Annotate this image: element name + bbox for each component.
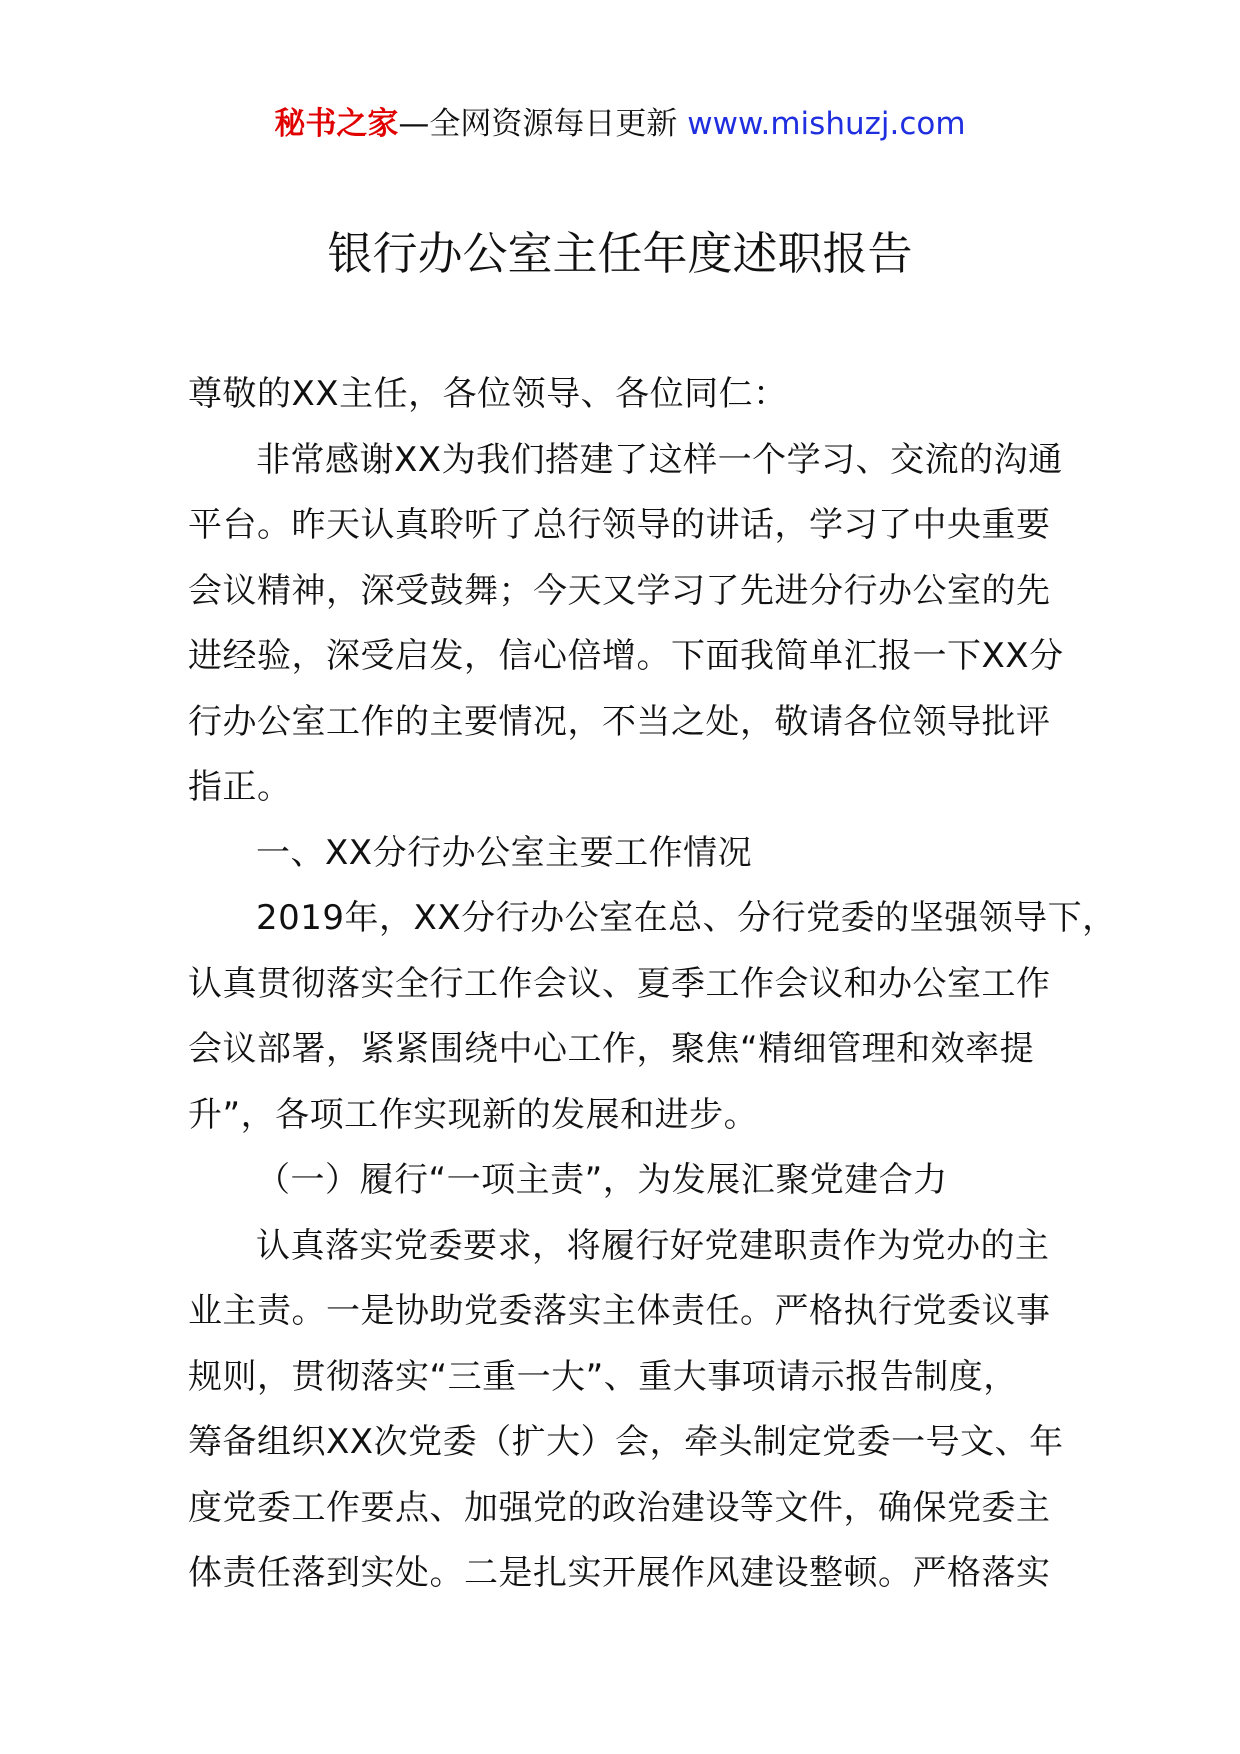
document-body <box>188 362 1117 1607</box>
watermark-header <box>0 102 1240 146</box>
subsection-heading: （一）履行“一项主责”，为发展汇聚党建合力 <box>256 1160 948 1200</box>
site-url[interactable]: www.mishuzj.com <box>687 106 966 142</box>
paragraph-line: 业主责。一是协助党委落实主体责任。严格执行党委议事 <box>188 1291 1051 1331</box>
paragraph-line: 升”，各项工作实现新的发展和进步。 <box>188 1094 759 1135</box>
paragraph-line: 筹备组织XX次党委（扩大）会，牵头制定党委一号文、年 <box>188 1422 1064 1462</box>
paragraph-line: 非常感谢XX为我们搭建了这样一个学习、交流的沟通 <box>256 439 1063 480</box>
paragraph-line: 平台。昨天认真聆听了总行领导的讲话，学习了中央重要 <box>188 505 1051 545</box>
salutation: 尊敬的XX主任，各位领导、各位同仁： <box>188 374 788 414</box>
document-title: 银行办公室主任年度述职报告 <box>327 227 913 280</box>
paragraph-line: 规则，贯彻落实“三重一大”、重大事项请示报告制度， <box>188 1356 1018 1397</box>
paragraph-line: 2019年，XX分行办公室在总、分行党委的坚强领导下， <box>256 898 1117 938</box>
paragraph-line: 行办公室工作的主要情况，不当之处，敬请各位领导批评 <box>188 701 1051 742</box>
paragraph-line: 会议精神，深受鼓舞；今天又学习了先进分行办公室的先 <box>188 570 1051 611</box>
paragraph-line: 会议部署，紧紧围绕中心工作，聚焦“精细管理和效率提 <box>188 1029 1035 1069</box>
paragraph-line: 认真贯彻落实全行工作会议、夏季工作会议和办公室工作 <box>188 963 1051 1004</box>
brand-name: 秘书之家 <box>274 106 399 142</box>
paragraph-line: 认真落实党委要求，将履行好党建职责作为党办的主 <box>256 1225 1050 1266</box>
paragraph-line: 进经验，深受启发，信心倍增。下面我简单汇报一下XX分 <box>188 636 1064 676</box>
paragraph-line: 体责任落到实处。二是扎实开展作风建设整顿。严格落实 <box>188 1553 1051 1593</box>
paragraph-line: 度党委工作要点、加强党的政治建设等文件，确保党委主 <box>188 1487 1051 1528</box>
section-heading: 一、XX分行办公室主要工作情况 <box>256 832 753 873</box>
paragraph-line: 指正。 <box>188 767 292 807</box>
header-tagline: —全网资源每日更新 <box>398 106 678 142</box>
